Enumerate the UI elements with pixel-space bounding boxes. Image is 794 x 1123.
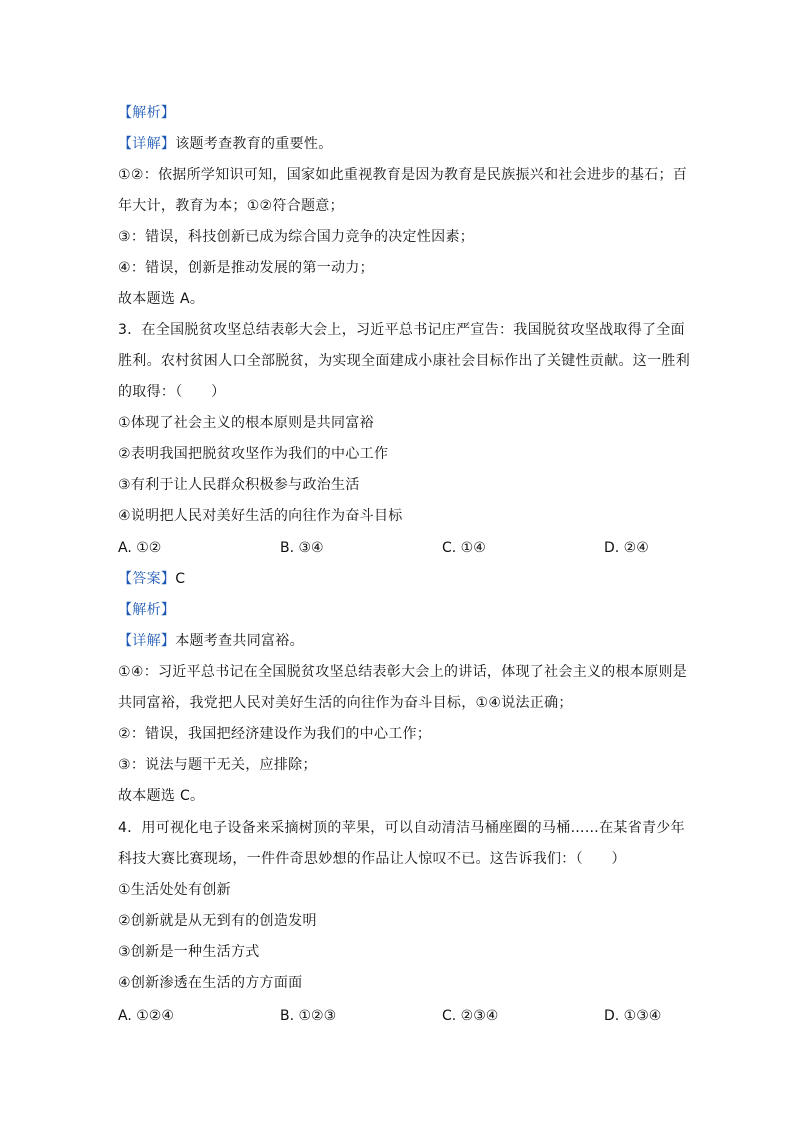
question-3-stem: 的取得：（ ） (118, 384, 226, 400)
question-4-stem: 科技大赛比赛现场，一件件奇思妙想的作品让人惊叹不已。这告诉我们：（ ） (118, 851, 626, 867)
analysis-heading: 【解析】 (118, 602, 176, 618)
detail-text: 本题考查共同富裕。 (175, 633, 304, 649)
option-d: D. ①③④ (604, 1008, 662, 1024)
option-c: C. ①④ (442, 540, 486, 556)
option-b: B. ③④ (280, 540, 324, 556)
explanation-line: ③：错误，科技创新已成为综合国力竞争的决定性因素； (118, 229, 475, 245)
question-4-stem: 4．用可视化电子设备来采摘树顶的苹果，可以自动清洁马桶座圈的马桶……在某省青少年 (118, 820, 685, 836)
explanation-line: ③：说法与题干无关，应排除； (118, 757, 317, 773)
answer-tag: 【答案】 (118, 571, 176, 587)
option-a: A. ①②④ (118, 1008, 174, 1024)
option-b: B. ①②③ (280, 1008, 337, 1024)
statement-1: ①体现了社会主义的根本原则是共同富裕 (118, 415, 374, 431)
analysis-heading: 【解析】 (118, 105, 176, 121)
statement-3: ③创新是一种生活方式 (118, 944, 260, 960)
option-c: C. ②③④ (442, 1008, 499, 1024)
statement-2: ②表明我国把脱贫攻坚作为我们的中心工作 (118, 446, 389, 462)
option-a: A. ①② (118, 540, 162, 556)
conclusion-line: 故本题选 C。 (118, 788, 205, 804)
explanation-line: ①④：习近平总书记在全国脱贫攻坚总结表彰大会上的讲话，体现了社会主义的根本原则是 (118, 664, 688, 680)
detail-tag: 【详解】 (118, 136, 176, 152)
explanation-line: 年大计，教育为本；①②符合题意； (118, 198, 344, 214)
answer-value: C (175, 571, 186, 587)
detail-line (118, 134, 333, 154)
explanation-line: ②：错误，我国把经济建设作为我们的中心工作； (118, 726, 432, 742)
question-3-stem: 3．在全国脱贫攻坚总结表彰大会上，习近平总书记庄严宣告：我国脱贫攻坚战取得了全面 (118, 322, 685, 338)
statement-4: ④创新渗透在生活的方方面面 (118, 975, 303, 991)
detail-line (118, 631, 304, 651)
explanation-line: ①②：依据所学知识可知，国家如此重视教育是因为教育是民族振兴和社会进步的基石；百 (118, 167, 688, 183)
conclusion-line: 故本题选 A。 (118, 291, 205, 307)
statement-3: ③有利于让人民群众积极参与政治生活 (118, 477, 360, 493)
explanation-line: ④：错误，创新是推动发展的第一动力； (118, 260, 374, 276)
statement-4: ④说明把人民对美好生活的向往作为奋斗目标 (118, 508, 403, 524)
statement-2: ②创新就是从无到有的创造发明 (118, 913, 317, 929)
detail-text: 该题考查教育的重要性。 (175, 136, 333, 152)
detail-tag: 【详解】 (118, 633, 176, 649)
answer-line (118, 569, 185, 589)
option-d: D. ②④ (604, 540, 649, 556)
question-3-stem: 胜利。农村贫困人口全部脱贫，为实现全面建成小康社会目标作出了关键性贡献。这一胜利 (118, 353, 690, 369)
explanation-line: 共同富裕，我党把人民对美好生活的向往作为奋斗目标，①④说法正确； (118, 695, 573, 711)
statement-1: ①生活处处有创新 (118, 882, 231, 898)
